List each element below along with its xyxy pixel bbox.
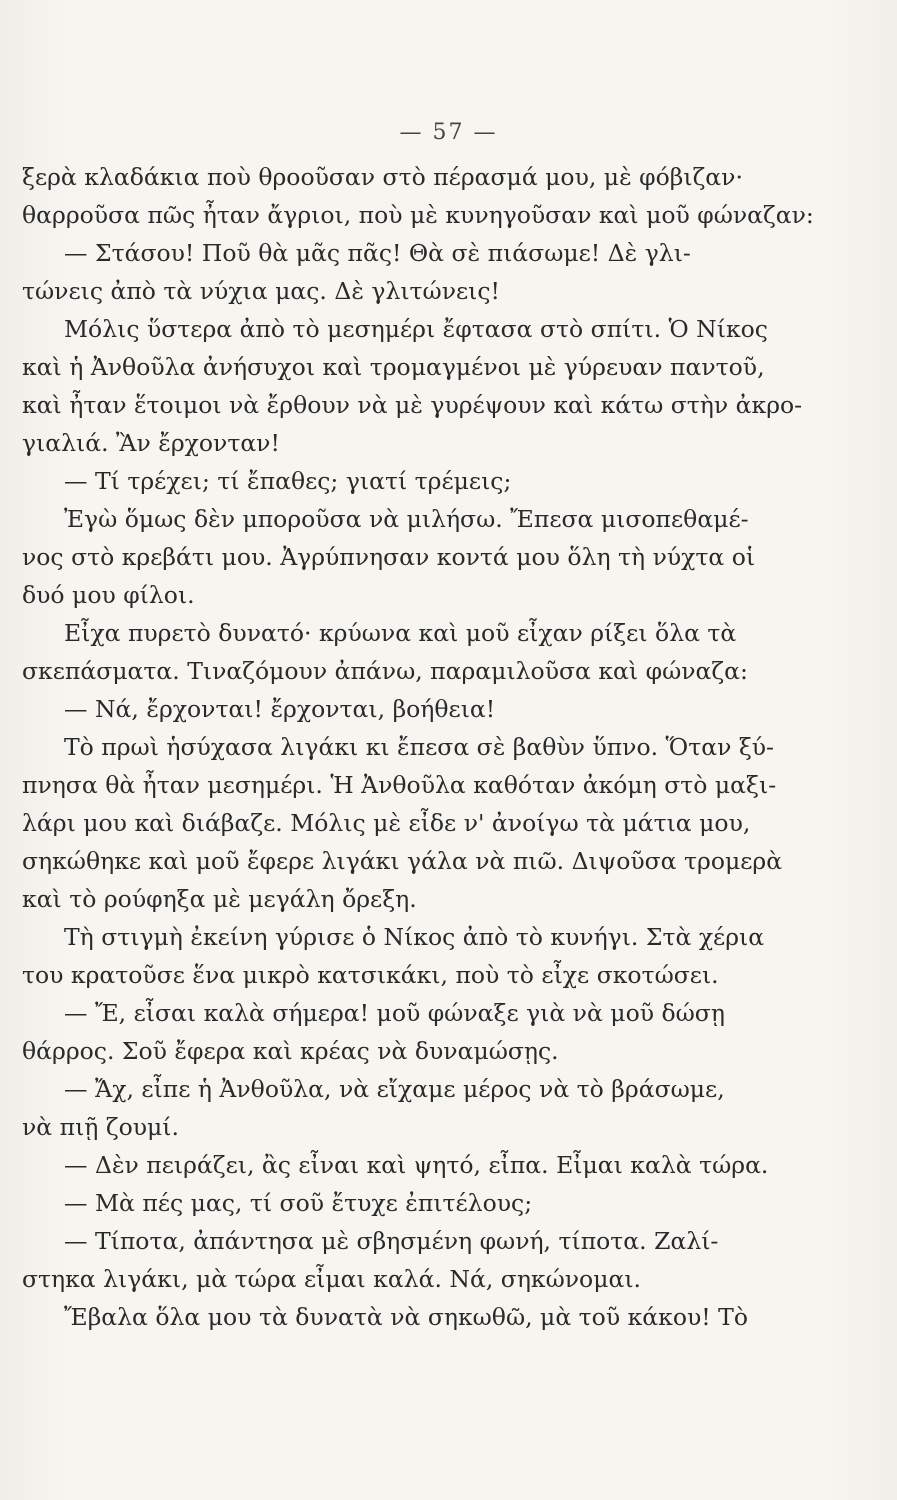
text-line: δυό μου φίλοι. bbox=[22, 581, 195, 609]
text-line: — Νά, ἔρχονται! ἔρχονται, βοήθεια! bbox=[64, 695, 496, 723]
text-line: — Τίποτα, ἀπάντησα μὲ σβησμένη φωνή, τίποτα. Ζαλί- bbox=[64, 1227, 719, 1255]
text-line: Τὴ στιγμὴ ἐκείνη γύρισε ὁ Νίκος ἀπὸ τὸ κυνήγι. Στὰ χέρια bbox=[64, 923, 765, 951]
text-line: Μόλις ὕστερα ἀπὸ τὸ μεσημέρι ἔφτασα στὸ σπίτι. Ὁ Νίκος bbox=[64, 315, 768, 343]
text-line: τώνεις ἀπὸ τὰ νύχια μας. Δὲ γλιτώνεις! bbox=[22, 277, 500, 305]
text-line: πνησα θὰ ἦταν μεσημέρι. Ἡ Ἀνθοῦλα καθόταν ἀκόμη στὸ μαξι- bbox=[22, 771, 777, 799]
text-line: σκεπάσματα. Τιναζόμουν ἀπάνω, παραμιλοῦσα καὶ φώναζα: bbox=[22, 657, 748, 685]
text-line: καὶ ἡ Ἀνθοῦλα ἀνήσυχοι καὶ τρομαγμένοι μὲ γύρευαν παντοῦ, bbox=[22, 353, 765, 381]
text-line: σηκώθηκε καὶ μοῦ ἔφερε λιγάκι γάλα νὰ πιῶ. Διψοῦσα τρομερὰ bbox=[22, 847, 783, 875]
text-line: Ἐγὼ ὅμως δὲν μποροῦσα νὰ μιλήσω. Ἔπεσα μισοπεθαμέ- bbox=[64, 505, 749, 533]
text-line: — Τί τρέχει; τί ἔπαθες; γιατί τρέμεις; bbox=[64, 467, 512, 495]
page-number: — 57 — bbox=[399, 120, 498, 145]
text-line: του κρατοῦσε ἕνα μικρὸ κατσικάκι, ποὺ τὸ εἶχε σκοτώσει. bbox=[22, 961, 719, 989]
text-line: νος στὸ κρεβάτι μου. Ἀγρύπνησαν κοντά μου ὅλη τὴ νύχτα οἱ bbox=[22, 543, 756, 571]
text-line: Εἶχα πυρετὸ δυνατό· κρύωνα καὶ μοῦ εἶχαν ρίξει ὅλα τὰ bbox=[64, 619, 737, 647]
text-line: θάρρος. Σοῦ ἔφερα καὶ κρέας νὰ δυναμώσῃς. bbox=[22, 1037, 559, 1065]
text-line: καὶ τὸ ρούφηξα μὲ μεγάλη ὄρεξη. bbox=[22, 885, 417, 913]
text-line: Τὸ πρωὶ ἡσύχασα λιγάκι κι ἔπεσα σὲ βαθὺν ὕπνο. Ὅταν ξύ- bbox=[64, 733, 774, 761]
text-line: — Μὰ πές μας, τί σοῦ ἔτυχε ἐπιτέλους; bbox=[64, 1189, 533, 1217]
text-line: — Στάσου! Ποῦ θὰ μᾶς πᾶς! Θὰ σὲ πιάσωμε! Δὲ γλι- bbox=[64, 239, 691, 267]
text-line: καὶ ἦταν ἕτοιμοι νὰ ἔρθουν νὰ μὲ γυρέψουν καὶ κάτω στὴν ἀκρο- bbox=[22, 391, 803, 419]
text-line: — Ἔ, εἶσαι καλὰ σήμερα! μοῦ φώναξε γιὰ νὰ μοῦ δώσῃ bbox=[64, 999, 725, 1027]
text-line: — Δὲν πειράζει, ἂς εἶναι καὶ ψητό, εἶπα. Εἶμαι καλὰ τώρα. bbox=[64, 1151, 769, 1179]
text-line: στηκα λιγάκι, μὰ τώρα εἶμαι καλά. Νά, σηκώνομαι. bbox=[22, 1265, 642, 1293]
text-line: ξερὰ κλαδάκια ποὺ θροοῦσαν στὸ πέρασμά μου, μὲ φόβιζαν· bbox=[22, 163, 743, 191]
text-line: — Ἄχ, εἶπε ἡ Ἀνθοῦλα, νὰ εἴχαμε μέρος νὰ τὸ βράσωμε, bbox=[64, 1075, 725, 1103]
text-line: Ἔβαλα ὅλα μου τὰ δυνατὰ νὰ σηκωθῶ, μὰ τοῦ κάκου! Τὸ bbox=[64, 1303, 748, 1331]
text-line: θαρροῦσα πῶς ἦταν ἄγριοι, ποὺ μὲ κυνηγοῦσαν καὶ μοῦ φώναζαν: bbox=[22, 201, 814, 229]
text-line: νὰ πιῇ ζουμί. bbox=[22, 1113, 179, 1141]
text-line: γιαλιά. Ἂν ἔρχονταν! bbox=[22, 429, 280, 457]
page-body-text bbox=[22, 158, 862, 1336]
text-line: λάρι μου καὶ διάβαζε. Μόλις μὲ εἶδε ν' ἀνοίγω τὰ μάτια μου, bbox=[22, 809, 751, 837]
